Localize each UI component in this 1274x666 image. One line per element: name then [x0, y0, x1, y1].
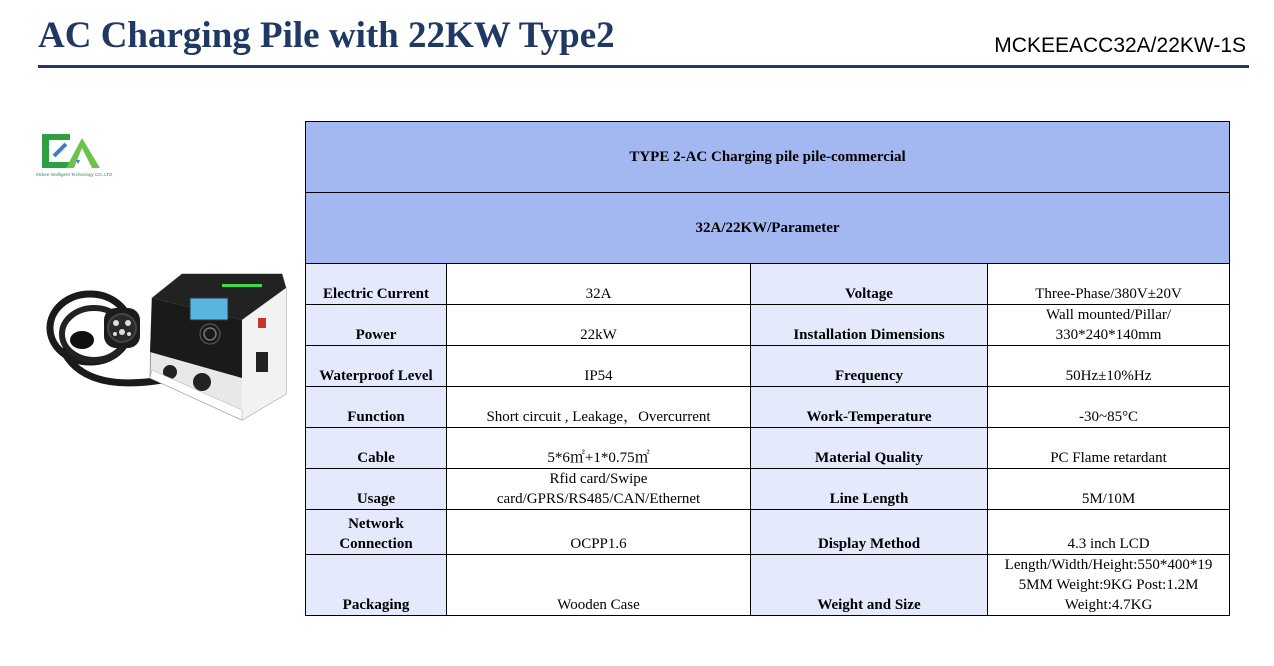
value-line: Wall mounted/Pillar/ [1046, 307, 1172, 323]
charger-product-image [42, 268, 290, 428]
row-label: Electric Current [306, 264, 447, 305]
row-value: PC Flame retardant [988, 428, 1230, 469]
row-value [988, 305, 1230, 346]
row-value: Short circuit , Leakage，Overcurrent [447, 387, 751, 428]
table-row [306, 510, 1230, 555]
row-label [306, 510, 447, 555]
table-row [306, 346, 1230, 387]
row-value: OCPP1.6 [447, 510, 751, 555]
table-row [306, 387, 1230, 428]
table-row [306, 264, 1230, 305]
value-line: card/GPRS/RS485/CAN/Ethernet [496, 491, 701, 507]
table-row [306, 469, 1230, 510]
table-title: TYPE 2-AC Charging pile pile-commercial [306, 122, 1230, 193]
value-line: Weight:4.7KG [1064, 597, 1153, 613]
row-label: Function [306, 387, 447, 428]
row-label: Material Quality [751, 428, 988, 469]
row-value: Wooden Case [447, 555, 751, 616]
row-label: Weight and Size [751, 555, 988, 616]
title-divider [38, 65, 1249, 68]
spec-table [305, 121, 1230, 616]
row-value: -30~85°C [988, 387, 1230, 428]
table-subtitle: 32A/22KW/Parameter [306, 193, 1230, 264]
row-value [988, 555, 1230, 616]
page-title: AC Charging Pile with 22KW Type2 [38, 15, 615, 56]
row-label: Display Method [751, 510, 988, 555]
row-value: 32A [447, 264, 751, 305]
row-label: Frequency [751, 346, 988, 387]
row-value: IP54 [447, 346, 751, 387]
value-line: 5MM Weight:9KG Post:1.2M [1018, 577, 1199, 593]
row-value: 5M/10M [988, 469, 1230, 510]
row-label: Line Length [751, 469, 988, 510]
row-label: Waterproof Level [306, 346, 447, 387]
table-row [306, 555, 1230, 616]
value-line: Rfid card/Swipe [549, 471, 648, 487]
table-row [306, 428, 1230, 469]
row-label: Work-Temperature [751, 387, 988, 428]
row-value [447, 469, 751, 510]
value-line: 330*240*140mm [1055, 327, 1162, 343]
row-label: Usage [306, 469, 447, 510]
row-label: Packaging [306, 555, 447, 616]
row-value: 5*6㎡+1*0.75㎡ [447, 428, 751, 469]
label-line: Network [348, 516, 404, 532]
row-value: Three-Phase/380V±20V [988, 264, 1230, 305]
company-name: Mckee Intelligent Technology CO.,LTD [36, 172, 113, 177]
table-row [306, 305, 1230, 346]
row-label: Power [306, 305, 447, 346]
label-line: Connection [339, 536, 413, 552]
row-value: 22kW [447, 305, 751, 346]
row-label: Installation Dimensions [751, 305, 988, 346]
row-value: 50Hz±10%Hz [988, 346, 1230, 387]
value-line: Length/Width/Height:550*400*19 [1004, 557, 1213, 573]
row-label: Voltage [751, 264, 988, 305]
model-number: MCKEEACC32A/22KW-1S [994, 34, 1246, 57]
row-value: 4.3 inch LCD [988, 510, 1230, 555]
row-label: Cable [306, 428, 447, 469]
